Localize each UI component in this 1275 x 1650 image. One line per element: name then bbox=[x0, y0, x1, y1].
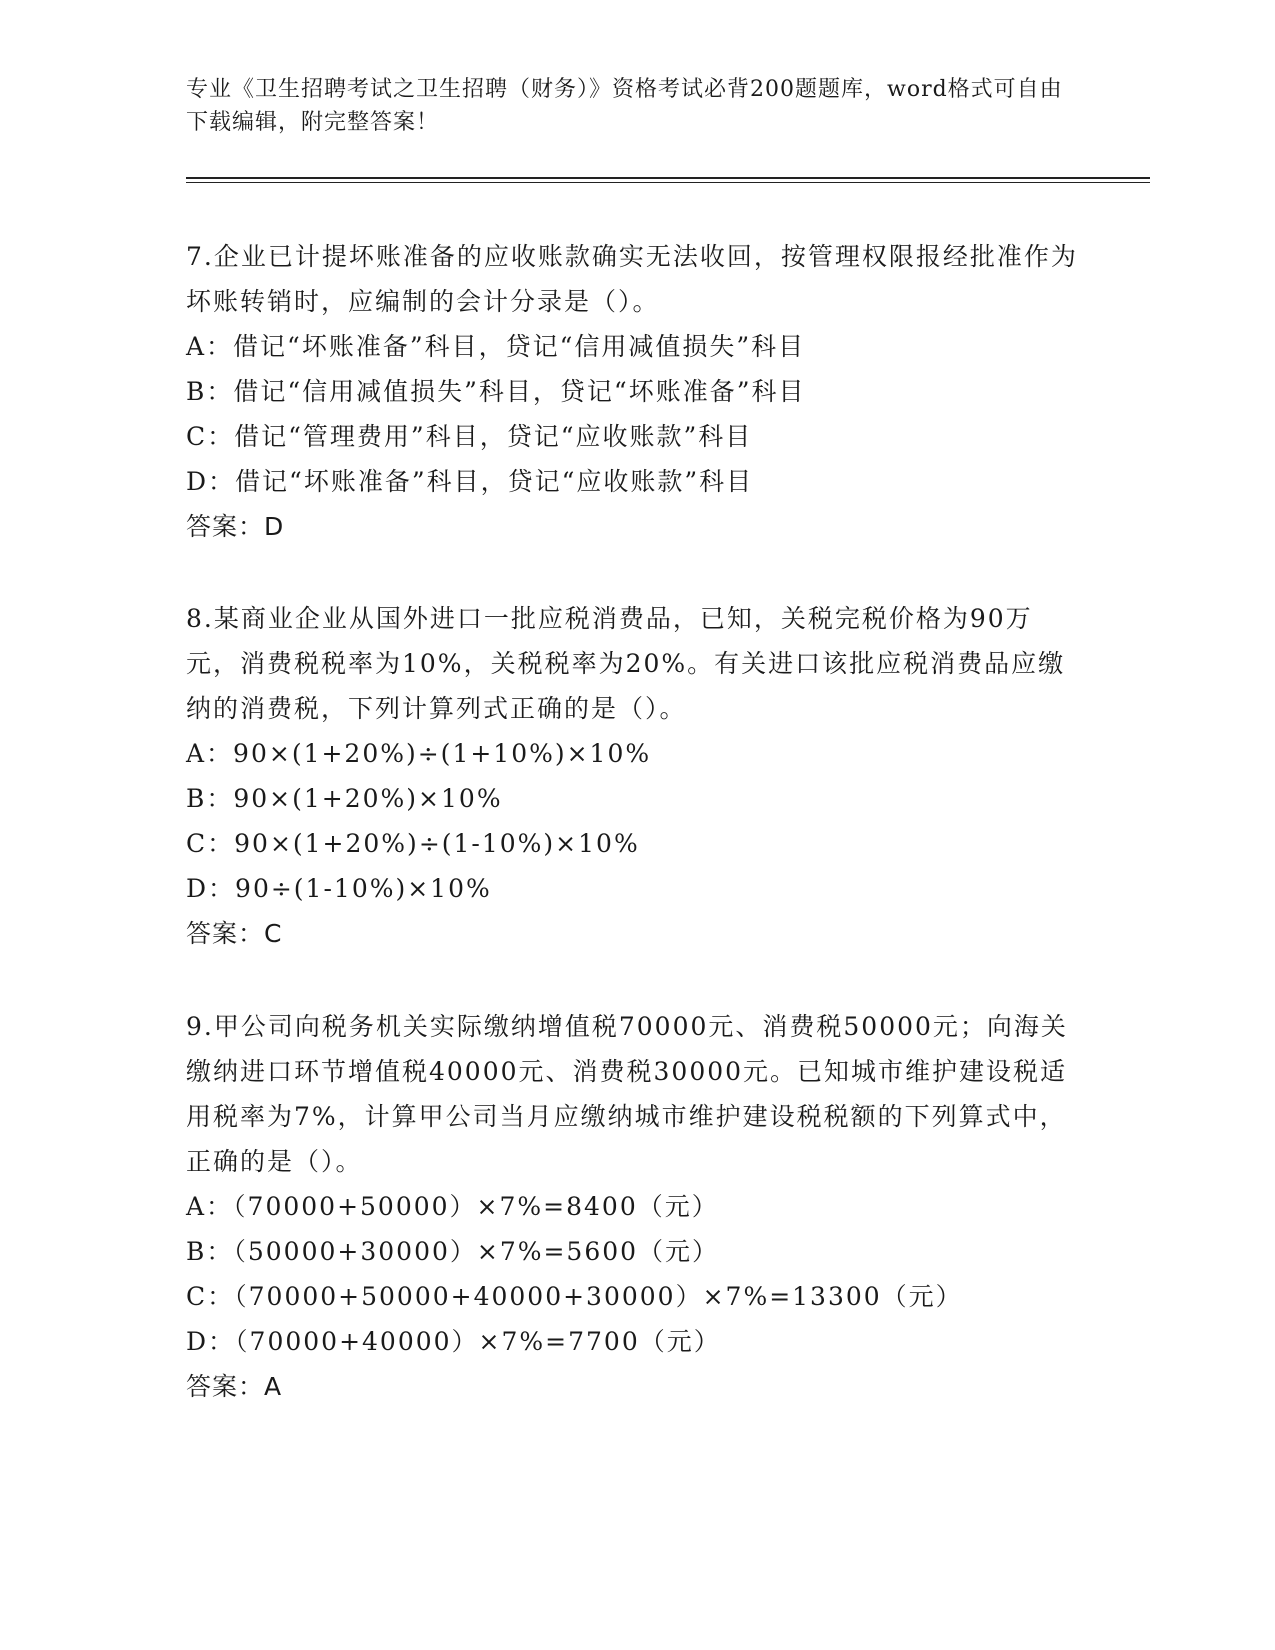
question-9 bbox=[186, 1004, 1086, 1409]
question-8 bbox=[186, 596, 1086, 956]
answer-line: 答案：D bbox=[186, 512, 285, 541]
option-a: A：90×(1+20%)÷(1+10%)×10% bbox=[186, 739, 652, 768]
option-d: D：90÷(1-10%)×10% bbox=[186, 874, 492, 903]
option-c: C：借记“管理费用”科目，贷记“应收账款”科目 bbox=[186, 422, 753, 451]
answer-line: 答案：A bbox=[186, 1372, 283, 1401]
header-divider-thin bbox=[186, 182, 1150, 183]
option-b: B：借记“信用减值损失”科目，贷记“坏账准备”科目 bbox=[186, 377, 806, 406]
option-c: C：90×(1+20%)÷(1-10%)×10% bbox=[186, 829, 640, 858]
option-a: A：（70000+50000）×7%=8400（元） bbox=[186, 1192, 719, 1221]
question-stem: 8.某商业企业从国外进口一批应税消费品，已知，关税完税价格为90万元，消费税税率为10%，关税税率为20%。有关进口该批应税消费品应缴纳的消费税，下列计算列式正确的是（）。 bbox=[186, 604, 1066, 723]
question-stem: 9.甲公司向税务机关实际缴纳增值税70000元、消费税50000元；向海关缴纳进口环节增值税40000元、消费税30000元。已知城市维护建设税适用税率为7%，计算甲公司当月应缴纳城市维护建设税税额的下列算式中，正确的是（）。 bbox=[186, 1012, 1068, 1176]
question-stem: 7.企业已计提坏账准备的应收账款确实无法收回，按管理权限报经批准作为坏账转销时，应编制的会计分录是（）。 bbox=[186, 242, 1078, 316]
option-b: B：（50000+30000）×7%=5600（元） bbox=[186, 1237, 720, 1266]
question-7 bbox=[186, 234, 1086, 549]
answer-line: 答案：C bbox=[186, 919, 283, 948]
option-a: A：借记“坏账准备”科目，贷记“信用减值损失”科目 bbox=[186, 332, 806, 361]
option-d: D：（70000+40000）×7%=7700（元） bbox=[186, 1327, 721, 1356]
header-divider-thick bbox=[186, 177, 1150, 179]
option-d: D：借记“坏账准备”科目，贷记“应收账款”科目 bbox=[186, 467, 754, 496]
document-header: 专业《卫生招聘考试之卫生招聘（财务）》资格考试必背200题题库，word格式可自由下载编辑，附完整答案！ bbox=[186, 77, 1063, 135]
option-c: C：（70000+50000+40000+30000）×7%=13300（元） bbox=[186, 1282, 963, 1311]
option-b: B：90×(1+20%)×10% bbox=[186, 784, 503, 813]
